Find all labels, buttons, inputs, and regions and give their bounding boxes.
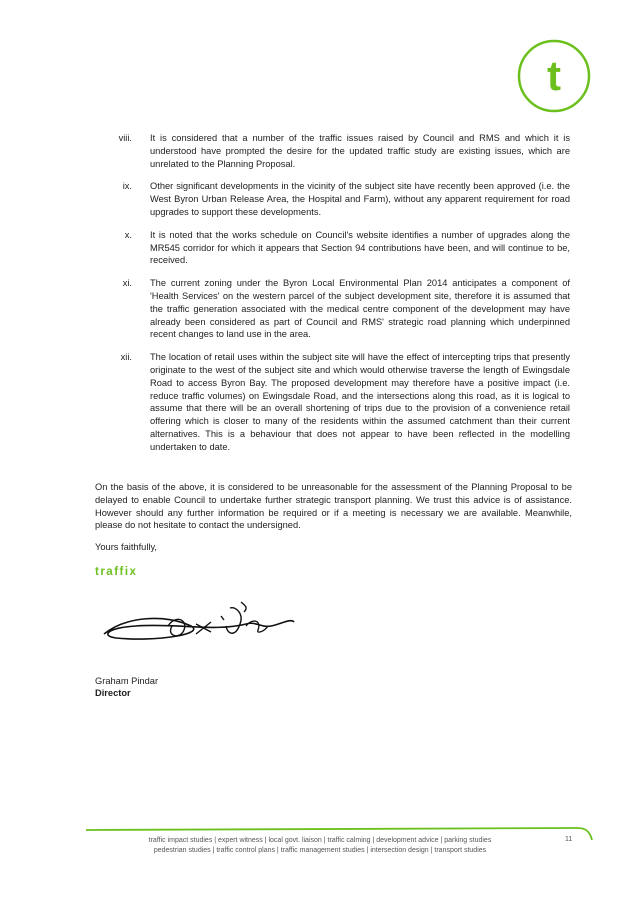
- footer-line-2: pedestrian studies | traffic control plans | traffic management studies | intersection design | transport studies: [153, 847, 487, 854]
- list-item: [90, 351, 570, 453]
- page-number: 11: [565, 836, 573, 843]
- list-item-number: viii.: [118, 133, 132, 143]
- list-item: [90, 180, 570, 218]
- list-item-text: It is noted that the works schedule on Council's website identifies a number of upgrades along the MR545 corridor for which it appears that Section 94 contributions have been, and will continue to be, received.: [150, 229, 570, 266]
- closing-paragraph: On the basis of the above, it is considered to be unreasonable for the assessment of the Planning Proposal to be delayed to enable Council to undertake further strategic transport planning. We trust this advice is of assistance. However should any further information be required or if a meeting is necessary we are available. Meanwhile, please do not hesitate to contact the undersigned.: [95, 482, 572, 531]
- logo-letter: t: [547, 52, 561, 99]
- footer-services: [80, 836, 560, 856]
- list-item-text: It is considered that a number of the traffic issues raised by Council and RMS and which it is understood have prompted the desire for the updated traffic study are existing issues, which are unrelated to the Planning Proposal.: [150, 133, 570, 169]
- signature-image: [96, 596, 296, 651]
- list-item: [90, 277, 570, 341]
- traffix-logo-icon: [516, 38, 592, 114]
- signatory-name: Graham Pindar: [95, 676, 159, 686]
- footer-line-1: traffic impact studies | expert witness | local govt. liaison | traffic calming | development advice | parking studies: [148, 837, 492, 844]
- list-item-number: ix.: [122, 181, 132, 192]
- list-item-text: The location of retail uses within the subject site will have the effect of intercepting trips that presently originate to the west of the subject site and which would otherwise traverse the length of Ewingsdale Road to access Byron Bay. The proposed development may therefore have a positive impact (i.e. reduce traffic volumes) on Ewingsdale Road, and the intersections along this road, as it is logical to assume that there will be an overall shortening of trips due to the provision of a convenience retail offering which is closer to many of the residents within the assumed catchment than their current alternatives. This is a behaviour that does not appear to have been reflected in the modelling undertaken to date.: [150, 352, 570, 452]
- brand-wordmark: traffix: [95, 566, 138, 578]
- list-item: [90, 229, 570, 267]
- list-item-number: xi.: [122, 278, 132, 289]
- list-item-text: Other significant developments in the vicinity of the subject site have recently been approved (i.e. the West Byron Urban Release Area, the Hospital and Farm), without any apparent requirement for road upgrades to support these developments.: [150, 181, 570, 217]
- numbered-list: [90, 132, 570, 464]
- list-item-text: The current zoning under the Byron Local Environmental Plan 2014 anticipates a component of 'Health Services' on the western parcel of the subject development site, therefore it is assumed that the traffic generation associated with the medical centre component of the development may have already been considered as part of Council and RMS' strategic road planning which underpinned recent changes to land use in the area.: [150, 278, 570, 340]
- list-item-number: x.: [124, 229, 132, 240]
- list-item: [90, 132, 570, 170]
- signatory-title: Director: [95, 688, 131, 698]
- list-item-number: xii.: [120, 352, 132, 363]
- signoff: Yours faithfully,: [95, 542, 158, 552]
